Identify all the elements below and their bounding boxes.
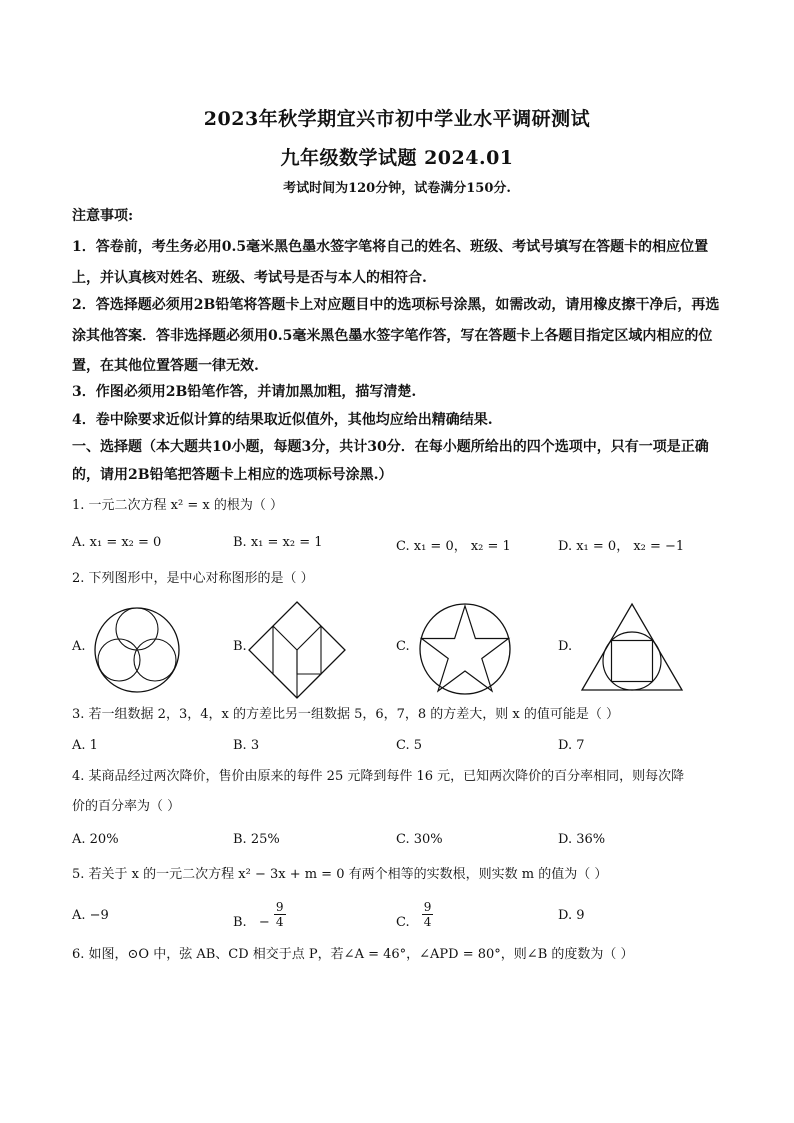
exam-title: 2023年秋学期宜兴市初中学业水平调研测试	[203, 108, 591, 130]
question-4-stem-line-1: 4. 某商品经过两次降价，售价由原来的每件 25 元降到每件 16 元，已知两次降价的百分率相同，则每次降	[72, 769, 685, 784]
q1-option-b: B. x₁ = x₂ = 1	[233, 535, 323, 550]
notes-heading: 注意事项:	[72, 208, 134, 224]
note-item-4: 4．卷中除要求近似计算的结果取近似值外，其他均应给出精确结果.	[72, 412, 493, 428]
question-4-stem-line-2: 价的百分率为（ ）	[72, 799, 181, 814]
note-item-2: 2．答选择题必须用2B铅笔将答题卡上对应题目中的选项标号涂黑，如需改动，请用橡皮擦干净后，再选涂其他答案．答非选择题必须用0.5毫米黑色墨水签字笔作答，写在答题卡上各题目指定区域内相应的位置，在其他位置答题一律无效.	[72, 297, 720, 374]
q4-option-b: B. 25%	[233, 832, 280, 847]
q1-option-a: A. x₁ = x₂ = 0	[72, 535, 162, 550]
q2-label-b: B.	[233, 639, 247, 654]
question-3-stem: 3. 若一组数据 2，3，4，x 的方差比另一组数据 5，6，7，8 的方差大，则 x 的值可能是（ ）	[72, 707, 620, 722]
q3-option-c: C. 5	[396, 738, 423, 753]
q5-option-c-label: C.	[396, 915, 410, 930]
question-5-stem: 5. 若关于 x 的一元二次方程 x² − 3x + m = 0 有两个相等的实数根，则实数 m 的值为（ ）	[72, 867, 608, 882]
fraction-numerator: 9	[423, 900, 432, 914]
q5-option-a: A. −9	[72, 908, 109, 923]
q2-label-c: C.	[396, 639, 410, 654]
q2-label-d: D.	[558, 639, 573, 654]
section-heading: 一、选择题（本大题共10小题，每题3分，共计30分．在每小题所给出的四个选项中，只有一项是正确的，请用2B铅笔把答题卡上相应的选项标号涂黑.）	[72, 439, 709, 483]
exam-subtitle: 九年级数学试题 2024.01	[280, 147, 514, 169]
q4-option-a: A. 20%	[72, 832, 119, 847]
q2-figure-d	[580, 602, 684, 692]
q3-option-d: D. 7	[558, 738, 585, 753]
q5-option-b-label: B.	[233, 915, 247, 930]
q4-option-c: C. 30%	[396, 832, 443, 847]
note-item-3: 3．作图必须用2B铅笔作答，并请加黑加粗，描写清楚.	[72, 384, 417, 400]
fraction-denominator: 4	[423, 915, 432, 929]
question-2-stem: 2. 下列图形中，是中心对称图形的是（ ）	[72, 571, 314, 586]
q2-figure-c	[418, 602, 512, 696]
question-1-stem: 1. 一元二次方程 x² = x 的根为（ ）	[72, 498, 283, 513]
q2-label-a: A.	[72, 639, 86, 654]
q5-option-b-fraction	[274, 900, 286, 929]
q5-option-b	[233, 900, 286, 929]
question-6-stem: 6. 如图，⊙O 中，弦 AB、CD 相交于点 P，若∠A = 46°，∠APD = 80°，则∠B 的度数为（ ）	[72, 947, 634, 962]
note-item-1: 1．答卷前，考生务必用0.5毫米黑色墨水签字笔将自己的姓名、班级、考试号填写在答题卡的相应位置上，并认真核对姓名、班级、考试号是否与本人的相符合.	[72, 239, 709, 286]
q2-figure-b	[247, 600, 347, 700]
q5-option-b-sign: −	[258, 915, 270, 930]
q3-option-a: A. 1	[72, 738, 98, 753]
q1-option-c: C. x₁ = 0， x₂ = 1	[396, 539, 511, 554]
exam-info: 考试时间为120分钟，试卷满分150分.	[283, 181, 511, 196]
q3-option-b: B. 3	[233, 738, 260, 753]
fraction-denominator: 4	[275, 915, 284, 929]
q4-option-d: D. 36%	[558, 832, 606, 847]
q1-option-d: D. x₁ = 0， x₂ = −1	[558, 539, 685, 554]
fraction-numerator: 9	[275, 900, 284, 914]
question-5-options	[72, 900, 732, 940]
q5-option-d: D. 9	[558, 908, 585, 923]
q2-figure-a	[92, 605, 182, 695]
q5-option-c	[396, 900, 433, 929]
q5-option-c-fraction	[422, 900, 434, 929]
